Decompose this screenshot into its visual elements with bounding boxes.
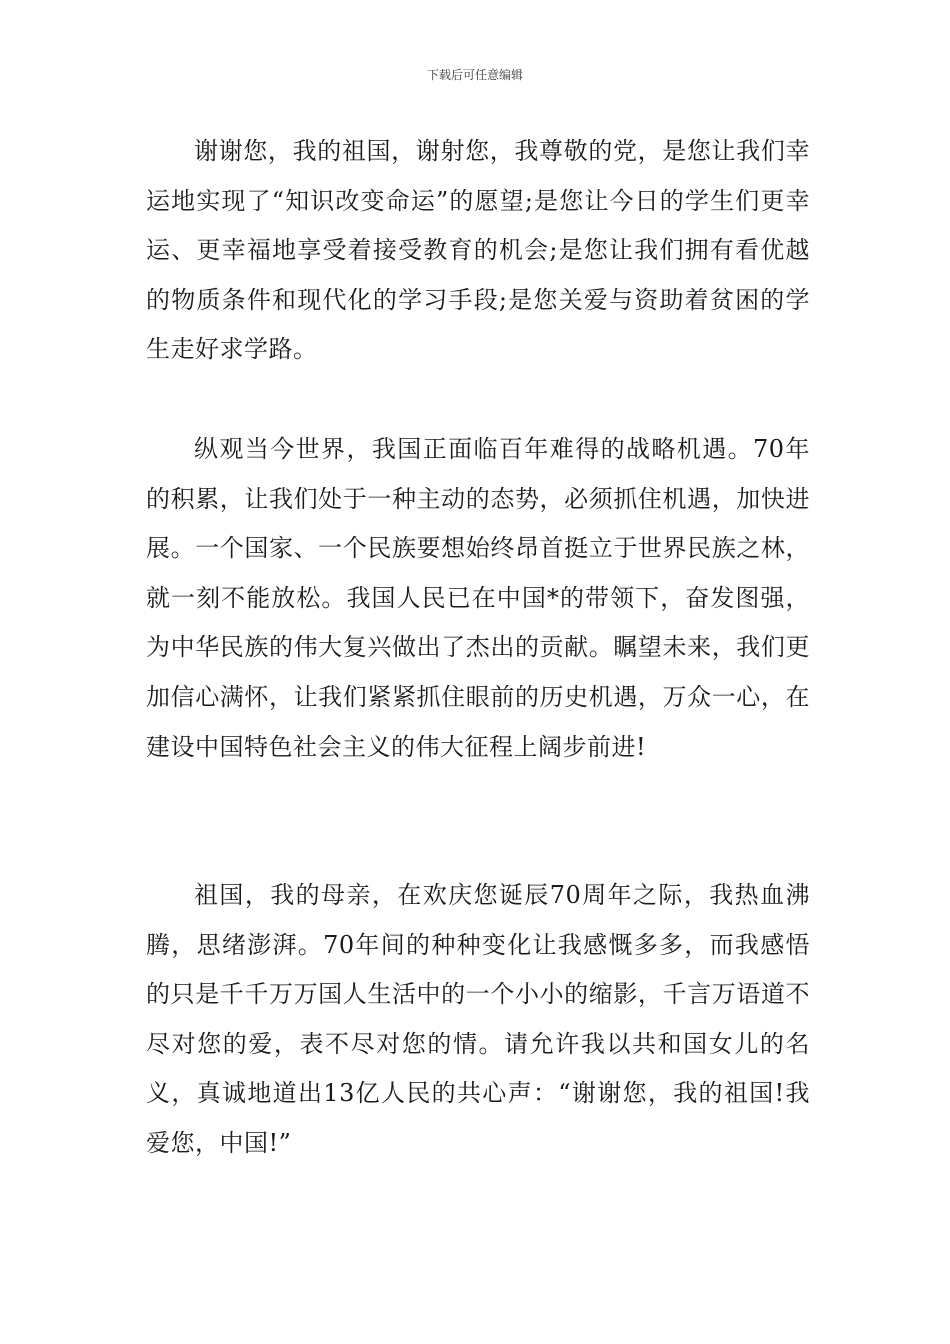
body-paragraph-1: 谢谢您，我的祖国，谢射您，我尊敬的党，是您让我们幸运地实现了“知识改变命运”的愿望;是您让今日的学生们更幸运、更幸福地享受着接受教育的机会;是您让我们拥有看优越的物质条件和现代化的学习手段;是您关爱与资助着贫困的学生走好求学路。 xyxy=(146,137,810,364)
body-paragraph-3: 祖国，我的母亲，在欢庆您诞辰70周年之际，我热血沸腾，思绪澎湃。70年间的种种变化让我感慨多多，而我感悟的只是千千万万国人生活中的一个小小的缩影，千言万语道不尽对您的爱，表不尽对您的情。请允许我以共和国女儿的名义，真诚地道出13亿人民的共心声：“谢谢您，我的祖国!我爱您，中国!” xyxy=(146,881,810,1157)
page-header-note: 下载后可任意编辑 xyxy=(426,68,523,82)
body-paragraph-2: 纵观当今世界，我国正面临百年难得的战略机遇。70年的积累，让我们处于一种主动的态势，必须抓住机遇，加快进展。一个国家、一个民族要想始终昂首挺立于世界民族之林，就一刻不能放松。我国人民已在中国*的带领下，奋发图强，为中华民族的伟大复兴做出了杰出的贡献。瞩望未来，我们更加信心满怀，让我们紧紧抓住眼前的历史机遇，万众一心，在建设中国特色社会主义的伟大征程上阔步前进! xyxy=(146,435,810,761)
